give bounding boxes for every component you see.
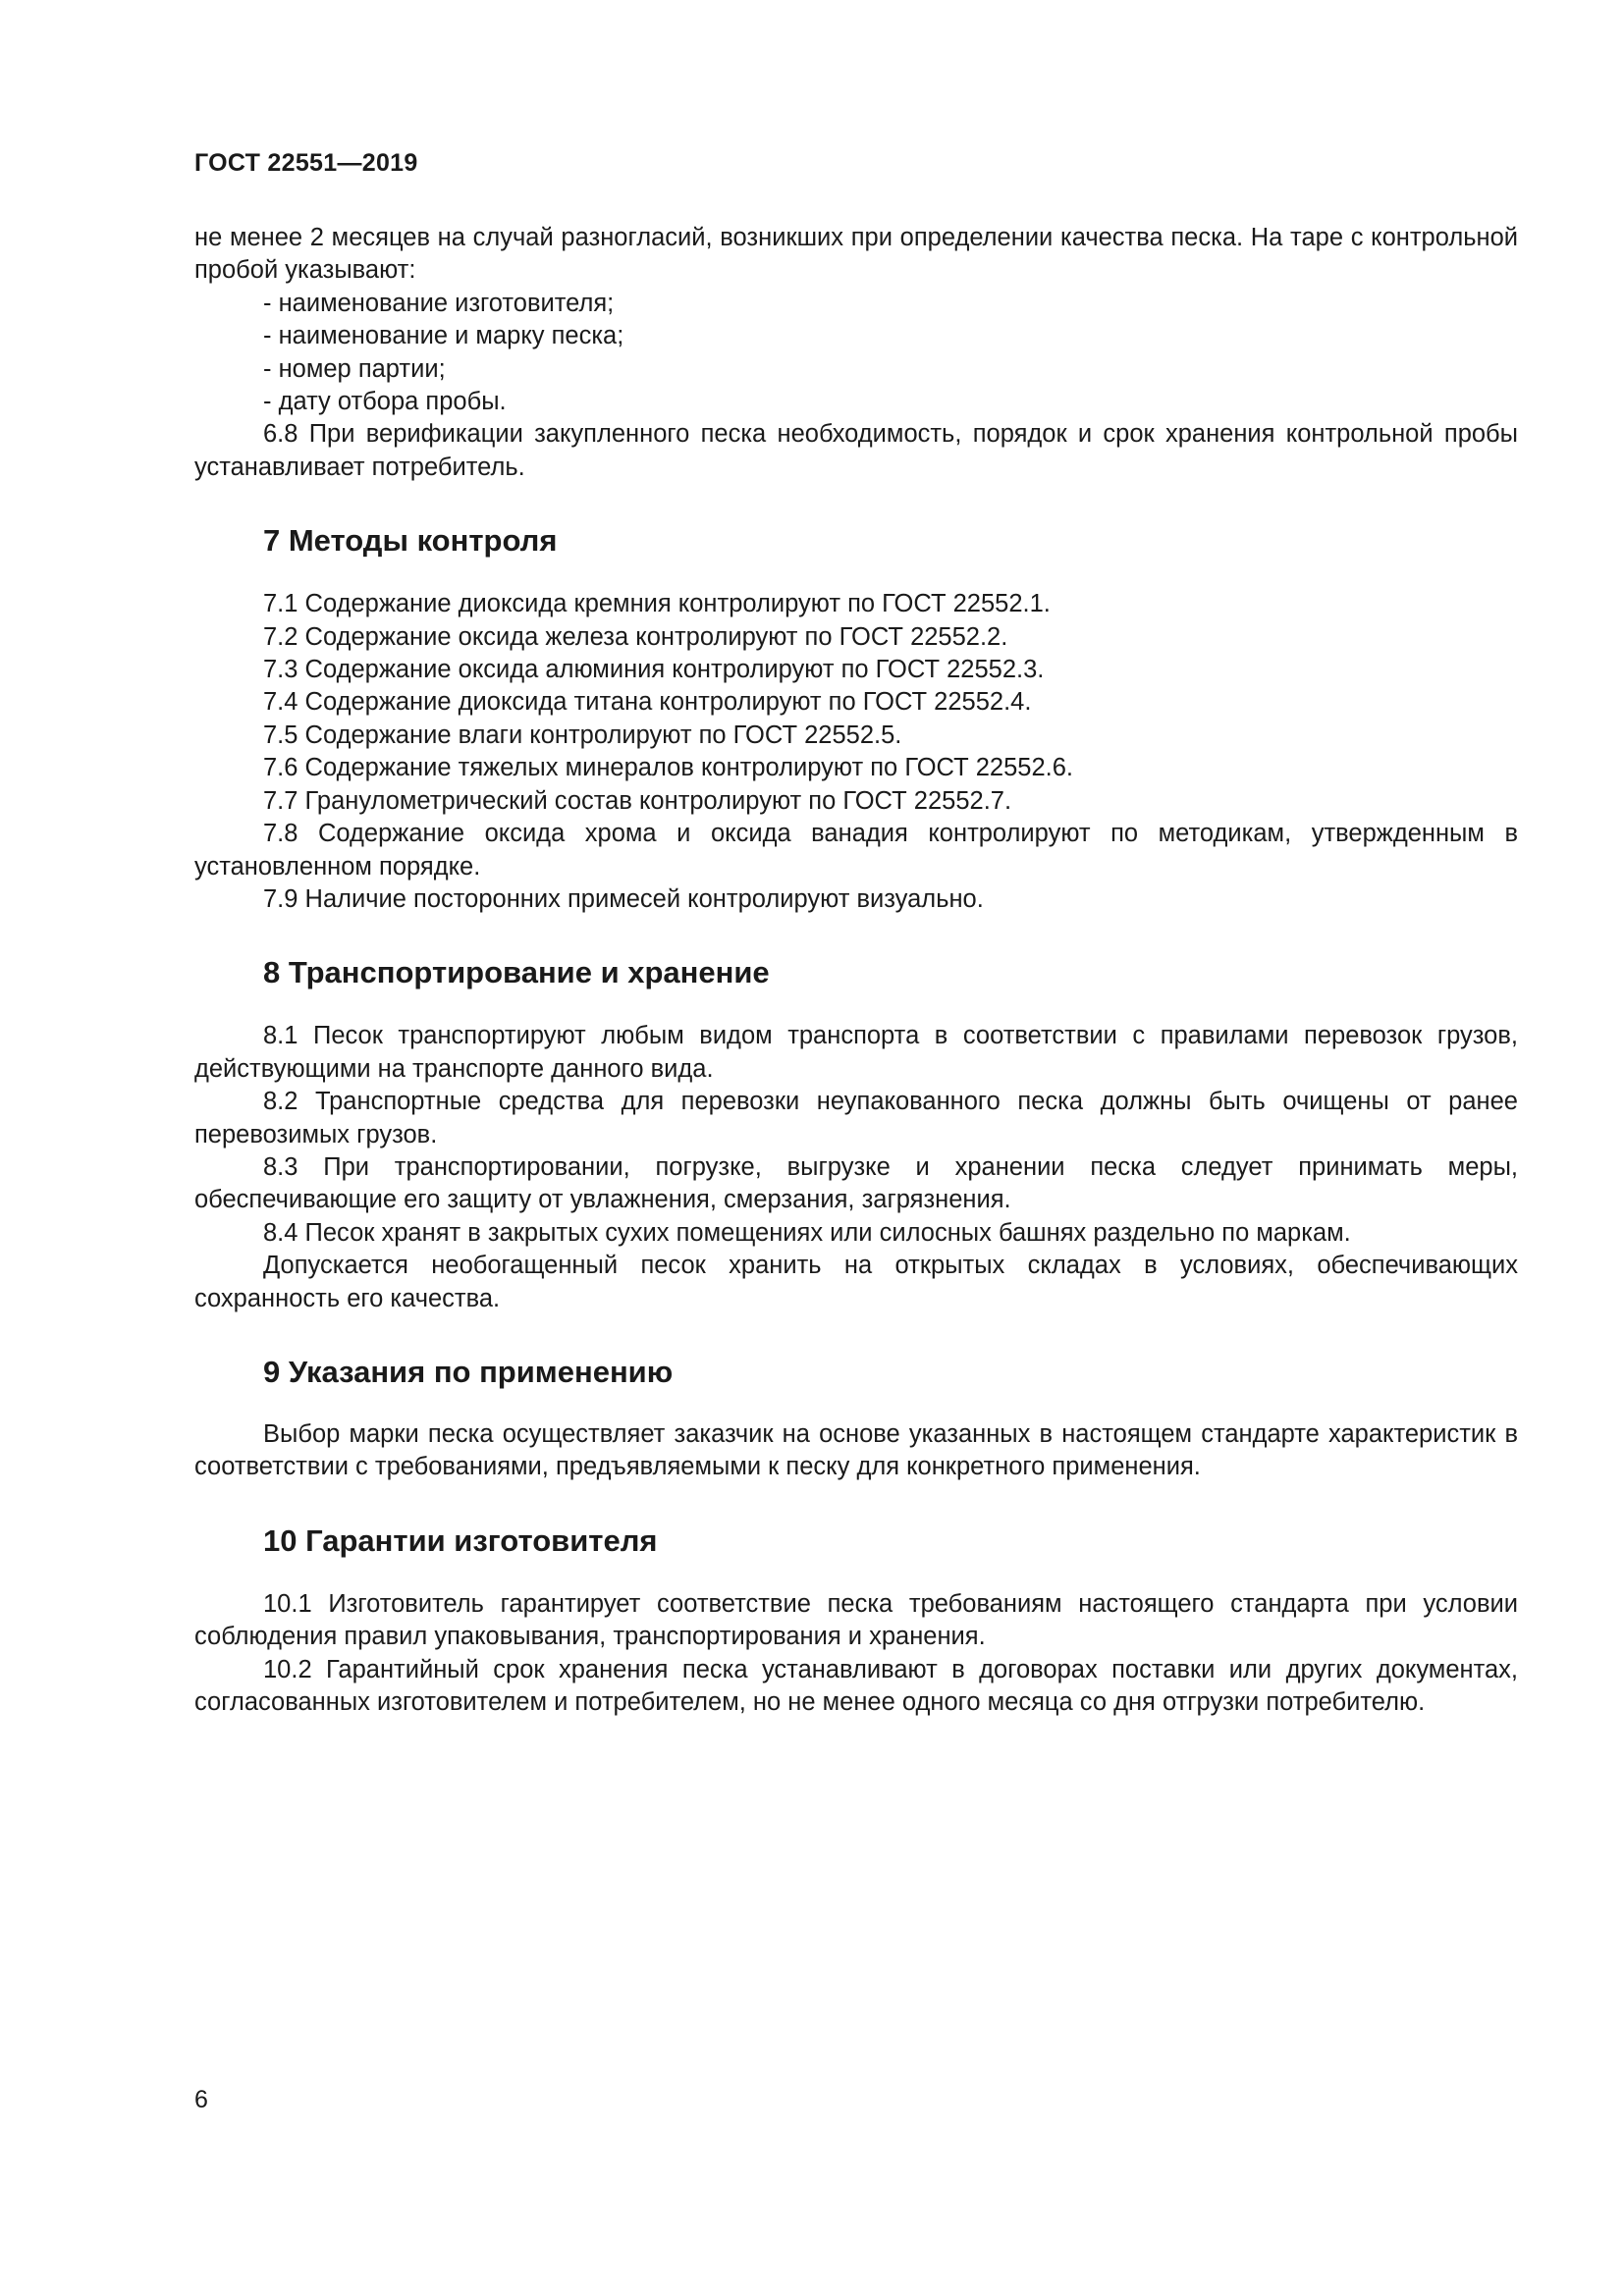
clause-7-8: 7.8 Содержание оксида хрома и оксида ванадия контролируют по методикам, утвержденным в установленном порядке.	[194, 820, 1518, 881]
clause-7-5: 7.5 Содержание влаги контролируют по ГОСТ 22552.5.	[263, 721, 902, 749]
paragraph-continuation: не менее 2 месяцев на случай разногласий, возникших при определении качества песка. На таре с контрольной пробой указывают:	[194, 224, 1518, 285]
section-9-text: Выбор марки песка осуществляет заказчик на основе указанных в настоящем стандарте характеристик в соответствии с требованиями, предъявляемыми к песку для конкретного применения.	[194, 1419, 1518, 1481]
list-item: - дату отбора пробы.	[263, 388, 507, 416]
clause-8-4-note: Допускается необогащенный песок хранить на открытых складах в условиях, обеспечивающих сохранность его качества.	[194, 1252, 1518, 1312]
clause-8-3: 8.3 При транспортировании, погрузке, выгрузке и хранении песка следует принимать меры, обеспечивающие его защиту от увлажнения, смерзания, загрязнения.	[194, 1152, 1518, 1214]
section-heading-8: 8 Транспортирование и хранение	[263, 955, 770, 990]
clause-10-1: 10.1 Изготовитель гарантирует соответствие песка требованиям настоящего стандарта при условии соблюдения правил упаковывания, транспортирования и хранения.	[194, 1589, 1518, 1651]
clause-7-1: 7.1 Содержание диоксида кремния контролируют по ГОСТ 22552.1.	[263, 590, 1051, 618]
clause-7-7: 7.7 Гранулометрический состав контролируют по ГОСТ 22552.7.	[263, 786, 1012, 815]
clause-7-2: 7.2 Содержание оксида железа контролируют по ГОСТ 22552.2.	[263, 622, 1008, 651]
page-number: 6	[194, 2086, 208, 2113]
section-heading-7: 7 Методы контроля	[263, 523, 558, 559]
page-content	[194, 222, 1518, 1719]
document-code: ГОСТ 22551—2019	[194, 149, 418, 177]
paragraph-6-8: 6.8 При верификации закупленного песка необходимость, порядок и срок хранения контрольной пробы устанавливает потребитель.	[194, 420, 1518, 481]
clause-8-4: 8.4 Песок хранят в закрытых сухих помещениях или силосных башнях раздельно по маркам.	[263, 1218, 1351, 1247]
list-item: - номер партии;	[263, 354, 446, 383]
list-item: - наименование и марку песка;	[263, 322, 624, 350]
clause-7-6: 7.6 Содержание тяжелых минералов контролируют по ГОСТ 22552.6.	[263, 754, 1074, 782]
clause-7-9: 7.9 Наличие посторонних примесей контролируют визуально.	[263, 884, 984, 913]
clause-7-4: 7.4 Содержание диоксида титана контролируют по ГОСТ 22552.4.	[263, 688, 1032, 717]
section-heading-9: 9 Указания по применению	[263, 1354, 674, 1389]
clause-10-2: 10.2 Гарантийный срок хранения песка устанавливают в договорах поставки или других документах, согласованных изготовителем и потребителем, но не менее одного месяца со дня отгрузки потребителю.	[194, 1655, 1518, 1716]
clause-8-1: 8.1 Песок транспортируют любым видом транспорта в соответствии с правилами перевозок грузов, действующими на транспорте данного вида.	[194, 1022, 1518, 1083]
list-item: - наименование изготовителя;	[263, 289, 615, 317]
clause-8-2: 8.2 Транспортные средства для перевозки неупакованного песка должны быть очищены от ранее перевозимых грузов.	[194, 1088, 1518, 1148]
section-heading-10: 10 Гарантии изготовителя	[263, 1522, 658, 1558]
clause-7-3: 7.3 Содержание оксида алюминия контролируют по ГОСТ 22552.3.	[263, 656, 1045, 684]
